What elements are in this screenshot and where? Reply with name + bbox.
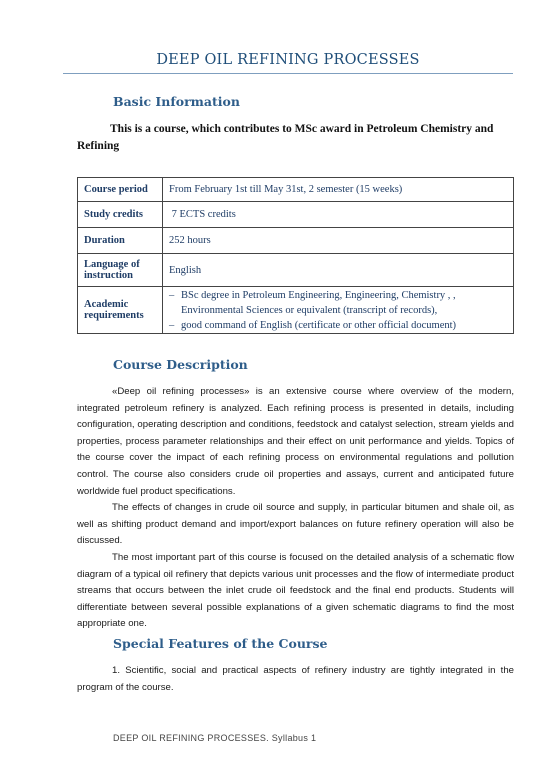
intro-line: Refining bbox=[77, 140, 120, 152]
section-heading-special-features: Special Features of the Course bbox=[113, 636, 328, 651]
requirement-item-continued: Environmental Sciences or equivalent (transcript of records), bbox=[181, 304, 438, 316]
table-label: Duration bbox=[78, 228, 163, 254]
table-value: From February 1st till May 31st, 2 semester (15 weeks) bbox=[163, 178, 514, 202]
table-label: Course period bbox=[78, 178, 163, 202]
table-label: Study credits bbox=[78, 202, 163, 228]
requirement-text: BSc degree in Petroleum Engineering, Engineering, Chemistry , , bbox=[181, 289, 456, 301]
table-value: 252 hours bbox=[163, 228, 514, 254]
bullet-dash: – bbox=[169, 319, 175, 331]
table-value: 7 ECTS credits bbox=[163, 202, 514, 228]
document-title: DEEP OIL REFINING PROCESSES bbox=[156, 52, 420, 68]
paragraph-text: The effects of changes in crude oil source and supply, in particular bitumen and shale oil, as well as shifting product demand and import/export balances on future refinery operation will also be discussed. bbox=[77, 502, 514, 547]
intro-line: This is a course, which contributes to MSc award in Petroleum Chemistry and bbox=[110, 123, 494, 135]
requirement-item bbox=[169, 288, 507, 303]
table-row bbox=[78, 287, 514, 334]
special-features-paragraph bbox=[77, 663, 514, 696]
table-label: Language of instruction bbox=[78, 254, 163, 287]
description-paragraph bbox=[77, 384, 514, 500]
bullet-dash: – bbox=[169, 289, 175, 301]
section-heading-basic-information: Basic Information bbox=[113, 94, 240, 109]
description-paragraph bbox=[77, 550, 514, 633]
intro-text bbox=[77, 121, 514, 155]
table-row bbox=[78, 202, 514, 228]
table-row bbox=[78, 254, 514, 287]
table-label: Academic requirements bbox=[78, 287, 163, 334]
title-underline bbox=[63, 73, 513, 74]
section-heading-course-description: Course Description bbox=[113, 357, 248, 372]
requirement-item bbox=[169, 318, 507, 333]
requirement-text: good command of English (certificate or other official document) bbox=[181, 319, 457, 331]
table-value: English bbox=[163, 254, 514, 287]
paragraph-text: 1. Scientific, social and practical aspects of refinery industry are tightly integrated in the program of the course. bbox=[77, 665, 514, 693]
table-row bbox=[78, 228, 514, 254]
description-paragraph bbox=[77, 500, 514, 550]
page-footer: DEEP OIL REFINING PROCESSES. Syllabus 1 bbox=[113, 733, 317, 743]
paragraph-text: «Deep oil refining processes» is an extensive course where overview of the modern, integrated petroleum refinery is analyzed. Each refining process is presented in details, including configuration, operating description and conditions, feedstock and catalyst selection, stream yields and properties, process parameter relationships and their effect on unit performance and yields. Topics of the course cover the impact of each refining process on environmental regulations and pollution control. The course also considers crude oil properties and assays, current and anticipated future worldwide fuel product specifications. bbox=[77, 386, 514, 497]
table-row bbox=[78, 178, 514, 202]
paragraph-text: The most important part of this course is focused on the detailed analysis of a schematic flow diagram of a typical oil refinery that depicts various unit processes and the flow of intermediate product streams that occurs between the inlet crude oil feedstock and the final end products. Students will differentiate between several possible explanations of a given schematic diagrams to find the most appropriate one. bbox=[77, 552, 514, 630]
course-info-table bbox=[77, 177, 514, 334]
requirements-cell bbox=[163, 287, 514, 334]
